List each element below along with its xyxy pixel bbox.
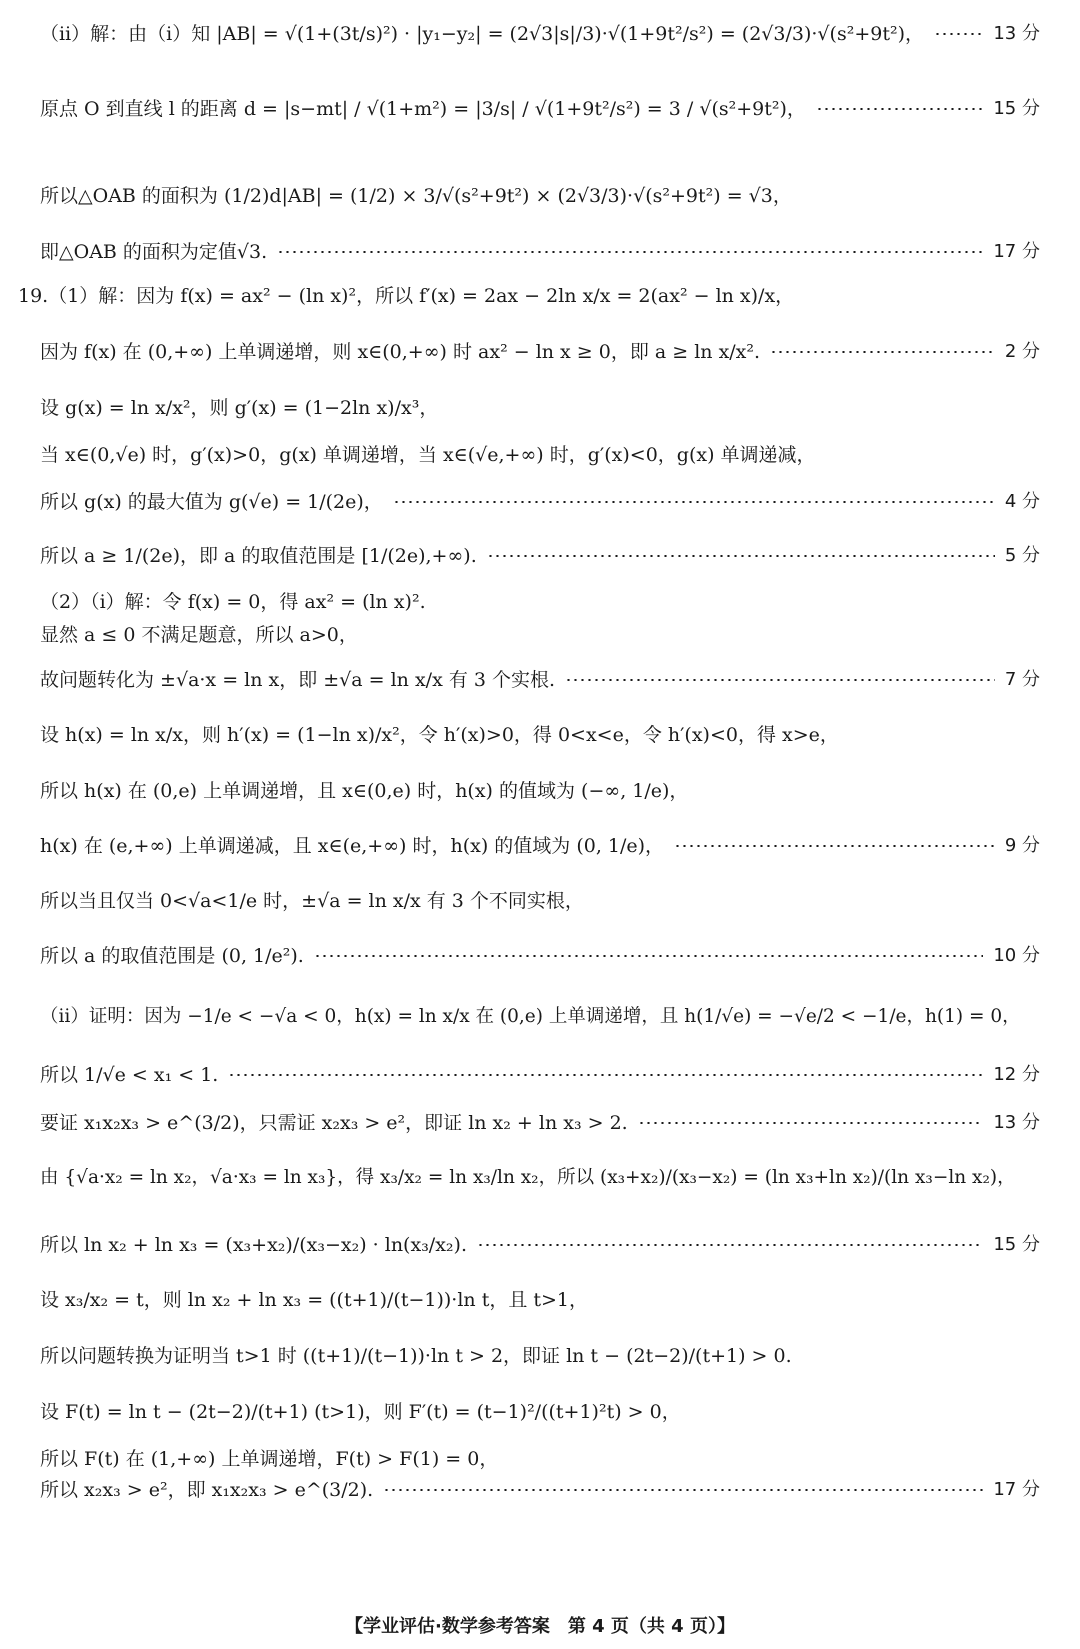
solution-line xyxy=(40,1063,1040,1087)
leader-dots xyxy=(565,679,995,681)
solution-line xyxy=(40,779,1040,803)
line-text: （ⅱ）证明：因为 −1/e < −√a < 0，h(x) = ln x/x 在 (0,e) 上单调递增，且 h(1/√e) = −√e/2 < −1/e，h(1) = 0， xyxy=(40,1006,1021,1027)
solution-line xyxy=(40,1344,1040,1368)
leader-dots xyxy=(638,1122,984,1124)
solution-line xyxy=(40,1400,1040,1424)
line-text: 设 F(t) = ln t − (2t−2)/(t+1) (t>1)，则 F′(t) = (t−1)²/((t+1)²t) > 0， xyxy=(40,1401,681,1423)
solution-line xyxy=(18,284,1040,308)
leader-dots xyxy=(228,1074,983,1076)
solution-line xyxy=(40,1166,1040,1190)
solution-line xyxy=(40,240,1040,264)
solution-line xyxy=(40,1005,1040,1029)
solution-line xyxy=(40,1478,1040,1502)
score-label: 10 分 xyxy=(993,945,1040,966)
line-text: 所以 ln x₂ + ln x₃ = (x₃+x₂)/(x₃−x₂) · ln(x₃/x₂). xyxy=(40,1234,467,1256)
score-label: 15 分 xyxy=(993,98,1040,119)
solution-line xyxy=(40,1288,1040,1312)
solution-line xyxy=(40,623,1040,647)
line-text: 所以 F(t) 在 (1,+∞) 上单调递增，F(t) > F(1) = 0， xyxy=(40,1448,499,1470)
page-footer: 【学业评估·数学参考答案 第 4 页（共 4 页）】 xyxy=(345,1616,735,1637)
leader-dots xyxy=(934,33,983,35)
solution-line xyxy=(40,1111,1040,1135)
line-text: 即△OAB 的面积为定值√3. xyxy=(40,241,268,263)
line-text: 当 x∈(0,√e) 时，g′(x)>0，g(x) 单调递增，当 x∈(√e,+∞) 时，g′(x)<0，g(x) 单调递减， xyxy=(40,444,816,466)
line-text: 所以 g(x) 的最大值为 g(√e) = 1/(2e)， xyxy=(40,491,383,513)
line-text: 所以当且仅当 0<√a<1/e 时，±√a = ln x/x 有 3 个不同实根， xyxy=(40,890,584,912)
leader-dots xyxy=(487,555,995,557)
leader-dots xyxy=(314,955,984,957)
solution-line xyxy=(40,668,1040,692)
line-text: 由 {√a·x₂ = ln x₂，√a·x₃ = ln x₃}，得 x₃/x₂ = ln x₃/ln x₂，所以 (x₃+x₂)/(x₃−x₂) = (ln x₃+ln x₂)/(ln x₃−ln x₂)， xyxy=(40,1167,1016,1188)
leader-dots xyxy=(816,108,983,110)
solution-line xyxy=(40,944,1040,968)
score-label: 9 分 xyxy=(1004,835,1040,856)
line-text: 所以 h(x) 在 (0,e) 上单调递增，且 x∈(0,e) 时，h(x) 的值域为 (−∞, 1/e)， xyxy=(40,780,689,802)
solution-line xyxy=(40,97,1040,121)
line-text: 所以 a ≥ 1/(2e)，即 a 的取值范围是 [1/(2e),+∞). xyxy=(40,545,477,567)
solution-line xyxy=(40,834,1040,858)
solution-line xyxy=(40,723,1040,747)
line-text: （2）（ⅰ）解：令 f(x) = 0，得 ax² = (ln x)². xyxy=(40,591,426,613)
score-label: 15 分 xyxy=(993,1234,1040,1255)
line-text: 故问题转化为 ±√a·x = ln x，即 ±√a = ln x/x 有 3 个实根. xyxy=(40,669,556,691)
solution-line xyxy=(40,590,1040,614)
leader-dots xyxy=(477,1244,983,1246)
solution-line xyxy=(40,889,1040,913)
line-text: 显然 a ≤ 0 不满足题意，所以 a>0， xyxy=(40,624,358,646)
solution-line xyxy=(40,443,1040,467)
solution-line xyxy=(40,22,1040,46)
leader-dots xyxy=(277,251,983,253)
line-text: h(x) 在 (e,+∞) 上单调递减，且 x∈(e,+∞) 时，h(x) 的值域为 (0, 1/e)， xyxy=(40,835,665,857)
solution-line xyxy=(40,184,1040,208)
solution-line xyxy=(40,544,1040,568)
line-text: 所以问题转换为证明当 t>1 时 ((t+1)/(t−1))·ln t > 2，即证 ln t − (2t−2)/(t+1) > 0. xyxy=(40,1345,792,1367)
score-label: 13 分 xyxy=(993,1112,1040,1133)
line-text: 所以△OAB 的面积为 (1/2)d|AB| = (1/2) × 3/√(s²+9t²) × (2√3/3)·√(s²+9t²) = √3， xyxy=(40,185,792,207)
solution-line xyxy=(40,396,1040,420)
score-label: 17 分 xyxy=(993,1479,1040,1500)
line-text: （ⅱ）解：由（ⅰ）知 |AB| = √(1+(3t/s)²) · |y₁−y₂| = (2√3|s|/3)·√(1+9t²/s²) = (2√3/3)·√(s²+9t²)， xyxy=(40,23,924,45)
score-label: 7 分 xyxy=(1004,669,1040,690)
score-label: 5 分 xyxy=(1004,545,1040,566)
leader-dots xyxy=(674,845,995,847)
score-label: 2 分 xyxy=(1004,341,1040,362)
leader-dots xyxy=(770,351,995,353)
line-text: 所以 a 的取值范围是 (0, 1/e²). xyxy=(40,945,304,967)
leader-dots xyxy=(393,501,995,503)
line-text: 设 x₃/x₂ = t，则 ln x₂ + ln x₃ = ((t+1)/(t−1))·ln t，且 t>1， xyxy=(40,1289,589,1311)
line-text: 要证 x₁x₂x₃ > e^(3/2)，只需证 x₂x₃ > e²，即证 ln x₂ + ln x₃ > 2. xyxy=(40,1112,628,1134)
line-text: 原点 O 到直线 l 的距离 d = |s−mt| / √(1+m²) = |3/s| / √(1+9t²/s²) = 3 / √(s²+9t²)， xyxy=(40,98,806,120)
score-label: 13 分 xyxy=(993,23,1040,44)
solution-line xyxy=(40,490,1040,514)
solution-line xyxy=(40,340,1040,364)
line-text: 所以 x₂x₃ > e²，即 x₁x₂x₃ > e^(3/2). xyxy=(40,1479,374,1501)
score-label: 4 分 xyxy=(1004,491,1040,512)
leader-dots xyxy=(383,1489,983,1491)
score-label: 12 分 xyxy=(993,1064,1040,1085)
line-text: 因为 f(x) 在 (0,+∞) 上单调递增，则 x∈(0,+∞) 时 ax² − ln x ≥ 0，即 a ≥ ln x/x². xyxy=(40,341,761,363)
line-text: 19.（1）解：因为 f(x) = ax² − (ln x)²，所以 f′(x) = 2ax − 2ln x/x = 2(ax² − ln x)/x， xyxy=(18,285,795,307)
line-text: 所以 1/√e < x₁ < 1. xyxy=(40,1064,219,1086)
solution-line xyxy=(40,1447,1040,1471)
score-label: 17 分 xyxy=(993,241,1040,262)
line-text: 设 g(x) = ln x/x²，则 g′(x) = (1−2ln x)/x³， xyxy=(40,397,439,419)
line-text: 设 h(x) = ln x/x，则 h′(x) = (1−ln x)/x²，令 h′(x)>0，得 0<x<e，令 h′(x)<0，得 x>e， xyxy=(40,724,839,746)
solution-line xyxy=(40,1233,1040,1257)
